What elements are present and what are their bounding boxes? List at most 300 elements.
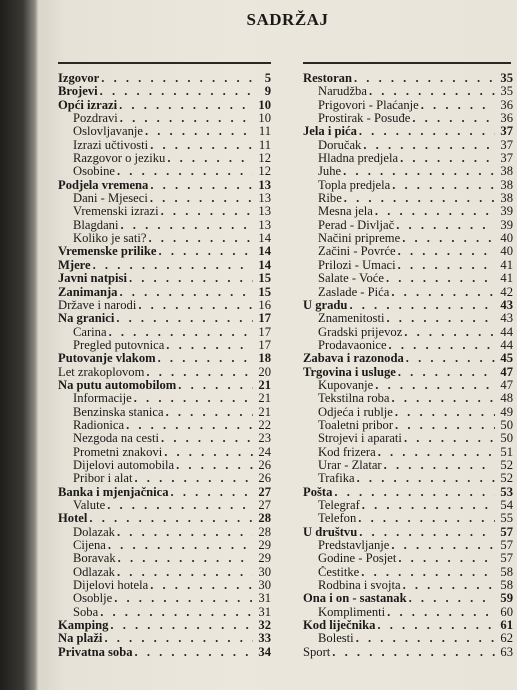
dot-leader [162, 446, 253, 459]
toc-entry [58, 446, 271, 459]
toc-entry-label: Trafika [318, 472, 355, 486]
toc-entry-page-number: 22 [258, 418, 271, 432]
toc-entry-label: Na plaži [58, 632, 103, 646]
toc-entry-label: Vremenske prilike [58, 245, 157, 259]
toc-entry-page-number: 38 [500, 165, 513, 179]
toc-entry [303, 326, 513, 339]
toc-entry [303, 392, 513, 405]
toc-entry-page-number: 14 [258, 258, 271, 272]
toc-entry-label: Mesna jela [318, 205, 373, 219]
dot-leader [357, 125, 495, 138]
dot-leader [385, 606, 495, 619]
toc-entry-page-number: 12 [258, 152, 271, 166]
dot-leader [148, 179, 253, 192]
toc-entry-label: Soba [73, 605, 99, 619]
toc-entry-page-number: 36 [500, 112, 513, 126]
dot-leader [389, 539, 495, 552]
toc-entry-page-number: 35 [500, 72, 513, 85]
toc-entry [58, 259, 271, 272]
toc-entry-label: Benzinska stanica [73, 405, 164, 419]
toc-entry [58, 99, 271, 112]
toc-entry [58, 406, 271, 419]
toc-entry-page-number: 52 [500, 458, 513, 472]
toc-entry [303, 192, 513, 205]
toc-entry-page-number: 59 [500, 592, 513, 606]
toc-entry-label: Narudžba [318, 85, 367, 99]
dot-leader [396, 366, 495, 379]
toc-entry [58, 619, 271, 632]
toc-entry-label: Vremenski izrazi [73, 205, 159, 219]
toc-entry-page-number: 41 [500, 258, 513, 272]
toc-entry [303, 112, 513, 125]
toc-entry-label: Opći izrazi [58, 98, 118, 112]
dot-leader [330, 646, 495, 659]
dot-leader [115, 165, 253, 178]
toc-entry [303, 592, 513, 605]
toc-entry-label: Kupovanje [318, 378, 374, 392]
toc-entry [303, 366, 513, 379]
dot-leader [136, 299, 253, 312]
toc-entry-label: Gradski prijevoz [318, 325, 403, 339]
toc-entry-page-number: 13 [258, 192, 271, 206]
toc-entry-label: Kamping [58, 619, 109, 633]
toc-entry-page-number: 57 [500, 525, 513, 539]
toc-entry-label: Cijena [73, 539, 106, 553]
toc-entry-page-number: 11 [258, 125, 271, 139]
toc-entry-page-number: 37 [500, 125, 513, 139]
toc-entry [303, 619, 513, 632]
toc-entry-page-number: 35 [500, 85, 513, 99]
toc-entry [58, 299, 271, 312]
dot-leader [404, 352, 495, 365]
dot-leader [115, 526, 253, 539]
dot-leader [376, 446, 495, 459]
toc-entry-label: Banka i mjenjačnica [58, 485, 169, 499]
toc-entry-page-number: 47 [500, 378, 513, 392]
toc-entry-page-number: 13 [258, 218, 271, 232]
toc-entry-label: Osobine [73, 165, 115, 179]
toc-entry-page-number: 21 [258, 405, 271, 419]
toc-entry-page-number: 5 [264, 72, 271, 85]
dot-leader [390, 179, 495, 192]
toc-entry [303, 512, 513, 525]
toc-entry-page-number: 13 [258, 178, 271, 192]
dot-leader [159, 205, 253, 218]
dot-leader [176, 379, 253, 392]
toc-entry [58, 566, 271, 579]
toc-entry [58, 139, 271, 152]
toc-entry-label: Telefon [318, 512, 357, 526]
toc-entry [303, 299, 513, 312]
toc-entry-label: Tekstilna roba [318, 392, 390, 406]
toc-entry [58, 352, 271, 365]
toc-entry-page-number: 57 [500, 539, 513, 553]
toc-entry [303, 419, 513, 432]
toc-entry-page-number: 30 [258, 565, 271, 579]
toc-entry [58, 379, 271, 392]
toc-entry-label: Zaslade - Pića [318, 285, 390, 299]
toc-entry-label: Dani - Mjeseci [73, 192, 148, 206]
toc-entry-page-number: 10 [258, 98, 271, 112]
toc-entry-page-number: 29 [258, 539, 271, 553]
dot-leader [169, 486, 253, 499]
toc-entry-page-number: 44 [500, 325, 513, 339]
toc-entry-label: Na putu automobilom [58, 378, 177, 392]
toc-entry-label: Koliko je sati? [73, 232, 147, 246]
dot-leader [108, 619, 253, 632]
toc-entry-label: Let zrakoplovom [58, 365, 145, 379]
toc-entry [58, 72, 271, 85]
toc-entry-page-number: 13 [258, 205, 271, 219]
toc-entry-page-number: 32 [258, 619, 271, 633]
toc-entry-label: Putovanje vlakom [58, 352, 156, 366]
toc-entry-page-number: 21 [258, 392, 271, 406]
dot-leader [396, 245, 495, 258]
toc-entry-label: Pošta [303, 485, 333, 499]
toc-entry-label: Razgovor o jeziku [73, 152, 166, 166]
toc-entry-label: Hotel [58, 512, 88, 526]
toc-entry-page-number: 12 [258, 165, 271, 179]
toc-entry [58, 179, 271, 192]
toc-entry-label: Rodbina i svojta [318, 579, 401, 593]
toc-entry [303, 432, 513, 445]
dot-leader [157, 245, 253, 258]
toc-entry [58, 646, 271, 659]
toc-entry-label: Godine - Posjet [318, 552, 397, 566]
toc-entry-label: Toaletni pribor [318, 418, 394, 432]
dot-leader [132, 392, 253, 405]
dot-leader [144, 366, 253, 379]
dot-leader [118, 112, 253, 125]
toc-entry-label: Izgovor [58, 72, 100, 85]
toc-entry [303, 139, 513, 152]
toc-entry [303, 219, 513, 232]
toc-entry [303, 165, 513, 178]
toc-entry-page-number: 41 [500, 272, 513, 286]
dot-leader [148, 139, 253, 152]
toc-entry [303, 312, 513, 325]
toc-entry-label: Načini pripreme [318, 232, 401, 246]
toc-entry-page-number: 31 [258, 605, 271, 619]
toc-entry-page-number: 55 [500, 512, 513, 526]
toc-entry-page-number: 17 [258, 325, 271, 339]
toc-entry-label: Sport [303, 645, 331, 659]
toc-entry [58, 286, 271, 299]
toc-entry-page-number: 21 [258, 378, 271, 392]
toc-entry-label: Dijelovi automobila [73, 458, 175, 472]
dot-leader [165, 152, 253, 165]
toc-entry [303, 72, 513, 85]
toc-entry [303, 205, 513, 218]
toc-entry [58, 432, 271, 445]
toc-entry [303, 539, 513, 552]
dot-leader [355, 472, 495, 485]
toc-entry-page-number: 10 [258, 112, 271, 126]
dot-leader [382, 459, 495, 472]
toc-entry-label: Začini - Povrće [318, 245, 396, 259]
toc-entry-label: Čestitke [318, 565, 360, 579]
toc-entry [303, 99, 513, 112]
dot-leader [87, 512, 253, 525]
toc-entry-page-number: 49 [500, 405, 513, 419]
toc-entry-page-number: 53 [500, 485, 513, 499]
dot-leader [132, 472, 253, 485]
toc-entry-page-number: 28 [258, 512, 271, 526]
page-title: SADRŽAJ [246, 10, 329, 29]
toc-entry-page-number: 57 [500, 552, 513, 566]
toc-entry-page-number: 42 [500, 285, 513, 299]
dot-leader [148, 579, 253, 592]
toc-entry [58, 312, 271, 325]
dot-leader [402, 326, 495, 339]
toc-entry-page-number: 14 [258, 245, 271, 259]
toc-entry [303, 579, 513, 592]
toc-entry-label: Strojevi i aparati [318, 432, 402, 446]
toc-entry [58, 539, 271, 552]
toc-entry-label: Salate - Voće [318, 272, 384, 286]
toc-entry-page-number: 54 [500, 499, 513, 512]
toc-entry-page-number: 61 [500, 619, 513, 633]
dot-leader [112, 592, 253, 605]
toc-entry-label: Odjeća i rublje [318, 405, 393, 419]
toc-entry [58, 499, 271, 512]
toc-entry [58, 512, 271, 525]
toc-entry-page-number: 24 [258, 445, 271, 459]
toc-entry-label: Juhe [318, 165, 342, 179]
toc-entry-label: Zanimanja [58, 285, 118, 299]
toc-entry-page-number: 39 [500, 205, 513, 219]
toc-entry-label: U društvu [303, 525, 358, 539]
dot-leader [356, 512, 495, 525]
toc-entry-label: Valute [73, 499, 106, 512]
toc-entry-page-number: 43 [500, 312, 513, 326]
toc-entry [58, 85, 271, 98]
toc-entry-label: Ona i on - sastanak [303, 592, 407, 606]
toc-entry [58, 245, 271, 258]
toc-entry [58, 419, 271, 432]
toc-entry-page-number: 58 [500, 579, 513, 593]
toc-entry-label: Pozdravi [73, 112, 118, 126]
toc-entry [58, 606, 271, 619]
dot-leader [393, 419, 495, 432]
toc-entry-label: Odlazak [73, 565, 115, 579]
toc-entry [303, 606, 513, 619]
dot-leader [373, 379, 495, 392]
toc-entry-page-number: 14 [258, 232, 271, 246]
toc-entry-label: Prometni znakovi [73, 445, 163, 459]
toc-entry [58, 125, 271, 138]
toc-entry-page-number: 60 [500, 605, 513, 619]
divider-right [303, 62, 511, 64]
toc-entry [58, 272, 271, 285]
toc-entry-page-number: 37 [500, 152, 513, 166]
toc-entry-page-number: 11 [258, 138, 271, 152]
toc-entry-page-number: 26 [258, 472, 271, 486]
toc-entry-label: Blagdani [73, 218, 119, 232]
toc-entry-page-number: 47 [500, 365, 513, 379]
toc-entry-label: Brojevi [58, 85, 98, 99]
toc-entry-label: Javni natpisi [58, 272, 127, 286]
toc-entry-label: Prigovori - Plaćanje [318, 98, 419, 112]
toc-entry [303, 245, 513, 258]
dot-leader [159, 432, 253, 445]
toc-entry [303, 286, 513, 299]
toc-entry [303, 552, 513, 565]
toc-entry [58, 579, 271, 592]
dot-leader [354, 632, 495, 645]
toc-entry-page-number: 16 [258, 298, 271, 312]
toc-entry-label: Predstavljanje [318, 539, 390, 553]
dot-leader [127, 272, 253, 285]
dot-leader [407, 592, 495, 605]
toc-entry [58, 459, 271, 472]
toc-entry [58, 339, 271, 352]
toc-entry-label: Dolazak [73, 525, 115, 539]
dot-leader [384, 272, 495, 285]
dot-leader [357, 526, 495, 539]
toc-entry-page-number: 58 [500, 565, 513, 579]
toc-entry [303, 526, 513, 539]
toc-entry-page-number: 40 [500, 245, 513, 259]
toc-entry-page-number: 36 [500, 98, 513, 112]
toc-entry-page-number: 9 [264, 85, 271, 99]
toc-entry-label: Bolesti [318, 632, 354, 646]
dot-leader [117, 286, 253, 299]
toc-entry-page-number: 45 [500, 352, 513, 366]
toc-entry-page-number: 30 [258, 579, 271, 593]
dot-leader [394, 219, 495, 232]
toc-entry [58, 165, 271, 178]
dot-leader [387, 339, 495, 352]
toc-entry-label: Urar - Zlatar [318, 458, 382, 472]
toc-entry-page-number: 37 [500, 138, 513, 152]
toc-entry-label: Na granici [58, 312, 115, 326]
toc-entry [303, 472, 513, 485]
dot-leader [375, 619, 495, 632]
dot-leader [367, 85, 495, 98]
toc-entry-label: Doručak [318, 138, 362, 152]
toc-entry-label: Trgovina i usluge [303, 365, 396, 379]
dot-leader [98, 85, 253, 98]
toc-entry-label: Pribor i alat [73, 472, 133, 486]
toc-entry [58, 392, 271, 405]
toc-entry-label: Carina [73, 325, 107, 339]
toc-entry [303, 406, 513, 419]
toc-entry [58, 486, 271, 499]
toc-entry [303, 85, 513, 98]
toc-entry-page-number: 52 [500, 472, 513, 486]
toc-entry-page-number: 27 [258, 485, 271, 499]
toc-entry [58, 152, 271, 165]
toc-entry-page-number: 43 [500, 298, 513, 312]
toc-entry [58, 326, 271, 339]
toc-entry [303, 179, 513, 192]
toc-entry [303, 125, 513, 138]
toc-entry-page-number: 50 [500, 418, 513, 432]
dot-leader [174, 459, 253, 472]
toc-entry-label: Podjela vremena [58, 178, 149, 192]
dot-leader [389, 286, 495, 299]
dot-leader [164, 406, 253, 419]
dot-leader [401, 579, 495, 592]
toc-entry-label: Privatna soba [58, 645, 133, 659]
toc-entry-page-number: 51 [500, 445, 513, 459]
dot-leader [341, 165, 495, 178]
toc-entry [303, 339, 513, 352]
toc-entry-label: Hladna predjela [318, 152, 399, 166]
dot-leader [102, 632, 253, 645]
toc-entry-label: Kod liječnika [303, 619, 376, 633]
dot-leader [116, 552, 253, 565]
toc-entry-label: Države i narodi [58, 298, 137, 312]
toc-entry-label: Dijelovi hotela [73, 579, 149, 593]
dot-leader [419, 99, 495, 112]
toc-entry-page-number: 50 [500, 432, 513, 446]
toc-entry-page-number: 18 [258, 352, 271, 366]
dot-leader [133, 646, 253, 659]
toc-entry [303, 486, 513, 499]
dot-leader [98, 606, 253, 619]
dot-leader [105, 499, 253, 512]
toc-entry-page-number: 40 [500, 232, 513, 246]
toc-entry-label: Restoran [303, 72, 352, 85]
dot-leader [359, 566, 495, 579]
toc-entry-label: Boravak [73, 552, 116, 566]
toc-entry-label: Kod frizera [318, 445, 376, 459]
dot-leader [117, 99, 253, 112]
toc-entry [303, 152, 513, 165]
toc-entry-label: Perad - Divljač [318, 218, 395, 232]
dot-leader [396, 552, 495, 565]
toc-entry-page-number: 17 [258, 312, 271, 326]
toc-entry [303, 646, 513, 659]
toc-entry [58, 526, 271, 539]
toc-entry-page-number: 31 [258, 592, 271, 606]
dot-leader [156, 352, 253, 365]
dot-leader [402, 432, 495, 445]
toc-entry [58, 205, 271, 218]
dot-leader [91, 259, 253, 272]
toc-entry [303, 566, 513, 579]
toc-entry [58, 366, 271, 379]
toc-entry-label: Topla predjela [318, 178, 391, 192]
toc-entry-label: Znamenitosti [318, 312, 385, 326]
dot-leader [396, 259, 495, 272]
toc-entry-label: Izrazi učtivosti [73, 138, 149, 152]
toc-entry-label: Jela i pića [303, 125, 357, 139]
toc-entry-page-number: 62 [500, 632, 513, 646]
toc-entry-label: Osoblje [73, 592, 113, 606]
dot-leader [115, 566, 253, 579]
dot-leader [164, 339, 253, 352]
toc-entry-label: Zabava i razonoda [303, 352, 404, 366]
dot-leader [114, 312, 253, 325]
toc-entry-label: U gradu [303, 298, 348, 312]
toc-entry [58, 232, 271, 245]
toc-entry-label: Radionica [73, 418, 125, 432]
dot-leader [373, 205, 495, 218]
dot-leader [398, 152, 495, 165]
toc-entry-page-number: 48 [500, 392, 513, 406]
toc-entry-label: Oslovljavanje [73, 125, 143, 139]
toc-entry-label: Prostirak - Posuđe [318, 112, 411, 126]
toc-entry-label: Nezgoda na cesti [73, 432, 160, 446]
dot-leader [148, 192, 253, 205]
dot-leader [352, 72, 495, 85]
toc-entry [303, 259, 513, 272]
toc-entry-page-number: 34 [258, 645, 271, 659]
toc-entry [58, 632, 271, 645]
